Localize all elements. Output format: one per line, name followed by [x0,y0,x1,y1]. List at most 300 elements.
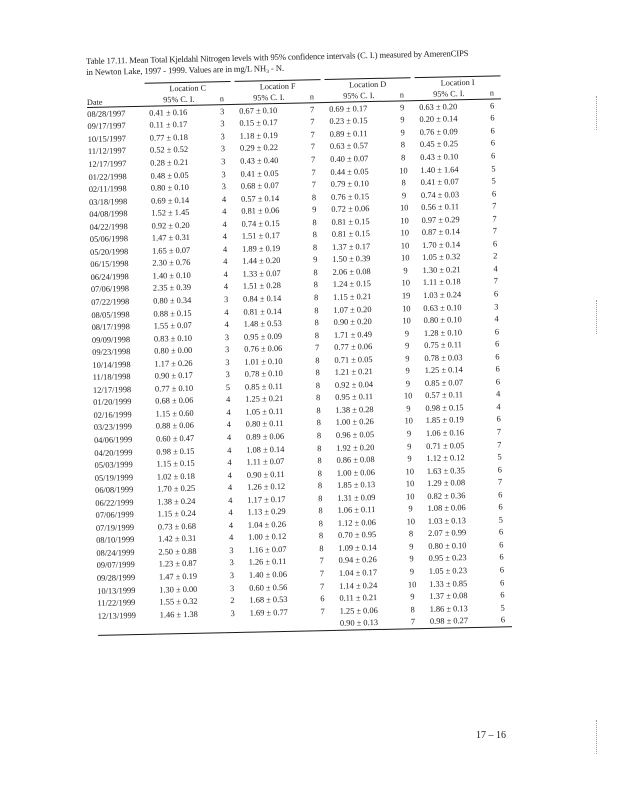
n-value-cell: 6 [493,289,499,299]
ci-value-cell: 1.86 ± 0.13 [429,603,468,614]
n-value-cell: 6 [495,364,500,374]
ci-value-cell: 0.71 ± 0.05 [426,440,465,451]
n-value-cell: 10 [399,165,408,175]
ci-value-cell: 0.11 ± 0.21 [339,593,378,603]
n-value-cell: 10 [402,303,411,313]
ci-value-cell: 1.63 ± 0.35 [426,465,465,476]
n-value-cell: 8 [317,481,323,491]
n-value-cell: 8 [318,493,323,503]
date-cell: 10/14/1998 [92,359,131,370]
ci-value-cell: 1.38 ± 0.28 [335,404,374,415]
ci-value-cell: 1.44 ± 0.20 [242,256,281,267]
n-value-cell: 6 [491,189,497,199]
ci-value-cell: 0.92 ± 0.04 [334,379,374,390]
n-value-cell: 9 [400,115,405,125]
ci-value-cell: 0.96 ± 0.05 [335,430,375,440]
n-value-cell: 9 [409,554,414,564]
n-value-cell: 9 [404,341,410,351]
n-value-cell: 4 [228,533,234,543]
ci-value-cell: 0.74 ± 0.03 [420,189,460,200]
n-value-cell: 6 [498,490,503,500]
location-c-header: Location C [145,81,231,94]
ci-value-cell: 1.26 ± 0.11 [248,557,287,568]
n-header: n [213,93,231,105]
n-value-cell: 8 [317,443,322,453]
ci-value-cell: 1.85 ± 0.13 [336,480,376,491]
date-cell: 06/22/1999 [95,497,134,508]
ci-value-cell: 2.30 ± 0.76 [152,258,191,268]
date-cell: 05/03/1999 [94,460,133,470]
ci-value-cell: 1.51 ± 0.17 [241,231,281,242]
ci-value-cell: 0.75 ± 0.11 [424,340,463,351]
n-value-cell: 3 [220,106,225,116]
ci-value-cell: 0.98 ± 0.15 [425,403,464,413]
date-cell: 01/22/1998 [88,171,127,182]
ci-value-cell: 1.15 ± 0.15 [156,458,195,469]
n-value-cell: 3 [225,370,230,380]
n-value-cell: 4 [228,520,234,530]
n-value-cell: 8 [316,393,321,403]
date-cell: 04/08/1998 [89,209,128,220]
n-value-cell: 4 [222,219,227,229]
ci-value-cell: 1.05 ± 0.23 [428,566,468,576]
caption-line-2: in Newton Lake, 1997 - 1999. Values are in mg/L NH₃ - N. [86,62,285,77]
n-value-cell: 6 [490,138,496,148]
n-value-cell: 6 [499,577,505,587]
page-number: 17 – 16 [476,730,506,741]
date-cell: 07/06/1999 [95,510,134,521]
ci-value-cell: 0.86 ± 0.08 [336,455,375,465]
n-value-cell: 7 [493,276,498,286]
n-value-cell: 6 [492,239,498,249]
n-value-cell: 9 [405,379,411,389]
ci-value-cell: 0.88 ± 0.15 [153,308,192,319]
date-cell: 02/11/1998 [88,184,127,195]
n-value-cell: 9 [403,266,408,276]
ci-value-cell: 2.06 ± 0.08 [332,266,371,277]
n-value-cell: 3 [223,295,229,305]
n-value-cell: 10 [407,579,417,589]
ci-value-cell: 0.81 ± 0.06 [241,206,280,216]
ci-value-cell: 1.31 ± 0.09 [337,492,376,503]
n-value-cell: 6 [489,101,495,111]
n-value-cell: 8 [318,506,323,516]
ci-value-cell: 0.81 ± 0.15 [331,229,370,240]
ci-value-cell: 0.45 ± 0.25 [419,139,459,150]
n-value-cell: 8 [314,305,319,315]
ci-value-cell: 1.15 ± 0.21 [333,292,372,302]
n-value-cell: 5 [491,176,496,186]
ci-value-cell: 2.07 ± 0.99 [427,528,467,539]
date-cell: 08/05/1998 [91,309,130,320]
n-value-cell: 4 [227,458,232,468]
date-cell: 09/23/1998 [92,347,131,358]
ci-value-cell: 1.70 ± 0.14 [421,239,461,250]
scan-edge-mark [596,720,598,754]
n-value-cell: 2 [493,251,498,261]
ci-value-cell: 0.81 ± 0.14 [243,306,282,317]
ci-value-cell: 1.68 ± 0.53 [249,594,288,605]
date-cell: 12/13/1999 [97,610,136,621]
n-value-cell: 9 [406,429,412,439]
ci-value-cell: 1.15 ± 0.24 [157,509,196,519]
n-value-cell: 10 [401,253,410,263]
ci-value-cell: 1.13 ± 0.29 [247,507,286,517]
ci-value-cell: 1.11 ± 0.18 [422,277,461,288]
date-cell: 08/10/1999 [96,535,135,546]
date-header: Date [87,95,141,108]
ci-value-cell: 0.82 ± 0.36 [427,490,466,501]
n-value-cell: 8 [317,468,322,478]
ci-value-cell: 1.69 ± 0.77 [249,607,288,618]
n-header: n [393,89,411,101]
n-value-cell: 3 [220,119,225,129]
ci-value-cell: 0.78 ± 0.03 [424,352,463,363]
location-i-header: Location I [415,76,501,89]
n-value-cell: 9 [400,128,405,138]
ci-value-cell: 0.90 ± 0.13 [336,616,404,630]
ci-value-cell: 0.29 ± 0.22 [239,143,279,154]
n-value-cell: 9 [404,328,410,338]
n-value-cell: 5 [491,163,496,174]
ci-value-cell: 0.41 ± 0.07 [420,177,459,188]
date-cell: 06/24/1998 [90,272,129,282]
ci-value-cell: 0.95 ± 0.11 [335,392,374,403]
n-value-cell: 4 [496,402,501,412]
ci-value-cell: 0.72 ± 0.06 [331,204,370,215]
ci-value-cell: 0.89 ± 0.06 [245,431,285,442]
n-value-cell: 9 [313,255,318,265]
n-value-cell: 8 [311,192,317,202]
date-cell: 07/22/1998 [91,297,130,307]
ci-value-cell: 1.11 ± 0.07 [246,457,285,467]
n-value-cell: 8 [313,280,319,290]
n-value-cell: 4 [224,320,229,330]
ci-header: 95% C. I. [235,91,303,104]
scan-edge-mark [596,96,598,130]
n-value-cell: 10 [400,241,410,251]
n-value-cell: 6 [490,151,496,161]
n-value-cell: 4 [224,307,229,317]
n-value-cell: 6 [499,552,504,562]
ci-value-cell: 1.29 ± 0.08 [426,478,466,489]
ci-value-cell: 0.20 ± 0.14 [419,114,458,125]
n-value-cell: 7 [309,104,315,115]
ci-value-cell: 1.25 ± 0.06 [339,605,378,616]
ci-value-cell: 1.37 ± 0.17 [331,241,371,252]
n-value-cell: 6 [494,339,500,349]
n-value-cell: 9 [409,542,414,552]
n-value-cell: 5 [498,515,503,525]
ci-value-cell: 0.44 ± 0.05 [330,166,369,177]
n-value-cell: 8 [318,531,324,541]
n-value-cell: 6 [497,465,502,475]
ci-value-cell: 0.88 ± 0.06 [155,421,194,432]
ci-value-cell: 1.04 ± 0.17 [338,568,378,578]
ci-value-cell: 0.80 ± 0.34 [153,295,192,306]
date-cell: 05/19/1999 [94,472,134,483]
n-value-cell: 7 [404,616,422,629]
ci-value-cell: 0.57 ± 0.11 [425,390,464,401]
date-cell: 07/06/1998 [90,284,130,295]
n-value-cell: 7 [319,569,325,579]
n-value-cell: 7 [311,167,316,177]
ci-value-cell: 0.78 ± 0.10 [244,369,283,379]
ci-value-cell: 2.35 ± 0.39 [152,283,192,294]
n-value-cell: 4 [221,194,227,204]
date-cell: 07/19/1999 [95,522,135,533]
n-value-cell: 4 [228,495,233,505]
n-value-cell: 6 [490,126,495,136]
date-cell: 04/20/1999 [94,447,133,458]
ci-value-cell: 0.92 ± 0.20 [151,220,190,231]
date-cell: 11/18/1998 [92,372,131,383]
n-value-cell: 4 [228,508,233,518]
ci-value-cell: 0.15 ± 0.17 [239,118,278,129]
ci-value-cell: 1.00 ± 0.12 [248,532,287,543]
date-cell: 12/17/1998 [92,384,132,395]
ci-value-cell: 0.80 ± 0.10 [150,182,189,193]
ci-value-cell: 1.23 ± 0.87 [158,559,197,570]
ci-value-cell: 1.00 ± 0.06 [336,467,375,478]
ci-value-cell: 1.52 ± 1.45 [151,208,190,218]
ci-value-cell: 0.69 ± 0.17 [329,103,368,114]
ci-value-cell: 0.60 ± 0.56 [249,582,288,593]
n-value-cell: 3 [224,345,230,355]
ci-value-cell: 0.77 ± 0.10 [154,383,194,394]
date-cell: 06/15/1998 [90,259,129,270]
n-value-cell: 8 [314,330,320,340]
ci-value-cell: 1.65 ± 0.07 [152,245,191,256]
n-value-cell: 8 [313,293,319,303]
ci-value-cell: 1.46 ± 1.38 [159,609,198,620]
ci-value-cell: 1.85 ± 0.19 [425,415,464,426]
ci-value-cell: 0.76 ± 0.09 [419,127,458,137]
ci-value-cell: 1.55 ± 0.07 [153,320,192,331]
n-value-cell: 4 [226,433,232,443]
scan-edge-mark [596,300,598,334]
ci-value-cell: 1.30 ± 0.00 [159,584,198,595]
ci-value-cell: 0.63 ± 0.57 [329,141,369,152]
ci-value-cell: 1.05 ± 0.11 [245,406,284,417]
n-value-cell: 9 [407,454,412,464]
n-value-cell: 6 [494,327,500,337]
n-value-cell: 4 [223,282,229,292]
ci-value-cell: 0.76 ± 0.06 [244,344,283,354]
ci-value-cell: 0.23 ± 0.15 [329,116,368,127]
n-value-cell: 3 [221,182,226,192]
ci-value-cell: 1.37 ± 0.08 [429,591,468,602]
ci-value-cell: 0.98 ± 0.15 [156,446,195,457]
ci-value-cell: 0.84 ± 0.14 [243,293,282,304]
n-value-cell: 8 [315,380,321,391]
n-value-cell: 9 [409,567,415,577]
n-value-cell: 8 [410,604,415,614]
n-value-cell: 3 [221,157,226,167]
ci-value-cell: 1.24 ± 0.15 [332,279,372,290]
ci-value-cell: 1.09 ± 0.14 [338,542,377,553]
ci-value-cell: 1.92 ± 0.20 [336,442,375,453]
date-cell: 01/20/1999 [93,397,132,408]
n-value-cell: 8 [319,544,324,554]
n-value-cell: 5 [497,452,502,462]
ci-value-cell: 1.06 ± 0.11 [337,505,376,516]
n-value-cell: 7 [310,117,315,127]
ci-value-cell: 0.60 ± 0.47 [155,433,195,444]
ci-value-cell: 0.67 ± 0.10 [239,105,278,116]
date-cell: 08/24/1999 [96,547,135,558]
ci-value-cell: 0.98 ± 0.27 [426,614,494,628]
ci-value-cell: 1.40 ± 0.10 [152,270,191,281]
n-value-cell: 3 [220,144,226,154]
date-cell: 05/20/1998 [90,246,129,257]
n-value-cell: 9 [399,103,405,113]
ci-value-cell: 1.25 ± 0.21 [245,394,284,405]
table-body [87,99,512,636]
ci-value-cell: 1.01 ± 0.10 [244,356,283,367]
n-value-cell: 6 [498,502,503,512]
ci-value-cell: 0.69 ± 0.14 [150,195,190,206]
n-value-cell: 10 [400,228,410,238]
ci-value-cell: 0.83 ± 0.10 [153,333,193,344]
n-value-cell: 3 [221,169,226,179]
date-cell: 03/18/1998 [88,196,128,207]
n-header: n [483,87,501,99]
ci-value-cell: 2.50 ± 0.88 [158,546,197,557]
n-value-cell: 8 [312,217,317,227]
ci-value-cell: 1.05 ± 0.32 [422,252,461,263]
date-cell: 08/28/1997 [87,108,126,119]
date-cell: 09/28/1999 [96,573,136,583]
n-value-cell: 3 [229,558,234,568]
n-value-cell: 4 [493,264,498,274]
n-value-cell: 3 [229,583,235,593]
ci-value-cell: 0.80 ± 0.00 [154,345,193,356]
ci-value-cell: 1.25 ± 0.14 [424,365,463,376]
ci-value-cell: 0.97 ± 0.29 [421,214,460,225]
n-value-cell: 10 [402,316,411,326]
ci-value-cell: 0.56 ± 0.11 [421,202,460,213]
ci-value-cell: 1.06 ± 0.16 [425,428,465,438]
ci-value-cell: 0.48 ± 0.05 [150,170,189,181]
ci-value-cell: 0.71 ± 0.05 [334,354,373,365]
ci-header: 95% C. I. [325,90,393,103]
date-cell: 11/12/1997 [87,146,126,157]
ci-value-cell: 1.15 ± 0.60 [155,408,194,419]
scanned-table-block [86,47,550,636]
ci-value-cell: 0.68 ± 0.07 [240,181,279,191]
ci-value-cell: 1.12 ± 0.06 [337,517,377,528]
n-value-cell: 10 [405,466,415,477]
ci-value-cell: 1.33 ± 0.07 [242,268,281,279]
ci-value-cell: 1.02 ± 0.18 [156,471,196,482]
n-value-cell: 6 [490,113,495,123]
n-value-cell: 3 [229,545,234,556]
ci-value-cell: 0.90 ± 0.17 [154,371,193,381]
ci-value-cell: 0.95 ± 0.23 [428,553,467,564]
n-value-cell: 6 [496,414,501,424]
ci-value-cell: 0.63 ± 0.10 [423,302,462,313]
n-value-cell: 7 [310,142,316,152]
n-value-cell: 4 [495,389,501,399]
n-value-cell: 6 [499,565,505,575]
ci-value-cell: 0.41 ± 0.05 [240,168,279,179]
n-value-cell: 10 [399,203,409,213]
ci-value-cell: 1.17 ± 0.17 [247,494,286,505]
ci-value-cell: 1.21 ± 0.21 [334,367,373,378]
date-cell: 10/15/1997 [87,134,126,144]
ci-value-cell: 1.28 ± 0.10 [423,327,463,338]
ci-value-cell: 1.42 ± 0.31 [158,534,197,544]
ci-value-cell: 0.77 ± 0.18 [149,132,188,143]
n-value-cell: 7 [311,180,316,190]
ci-value-cell: 0.94 ± 0.26 [338,555,377,566]
ci-value-cell: 0.57 ± 0.14 [240,193,280,204]
n-value-cell: 7 [320,606,325,616]
n-value-cell: 9 [401,190,407,201]
n-value-cell: 4 [226,395,231,405]
n-value-cell: 3 [224,332,230,342]
ci-value-cell: 0.80 ± 0.11 [245,419,284,430]
ci-value-cell: 0.63 ± 0.20 [419,102,458,112]
n-value-cell: 7 [492,214,497,224]
n-value-cell: 7 [319,581,325,591]
ci-value-cell: 0.43 ± 0.40 [240,155,279,166]
date-cell: 10/13/1999 [97,585,136,596]
n-value-cell: 8 [312,242,318,253]
ci-value-cell: 1.47 ± 0.31 [151,233,191,243]
n-value-cell: 4 [222,232,228,242]
ci-value-cell: 0.90 ± 0.11 [246,469,285,480]
ci-value-cell: 1.17 ± 0.26 [154,358,193,369]
ci-value-cell: 1.40 ± 1.64 [420,164,459,175]
n-value-cell: 6 [500,590,505,600]
n-value-cell [224,619,242,632]
date-cell: 03/23/1999 [93,422,133,433]
n-header: n [303,91,321,103]
ci-value-cell: 1.55 ± 0.32 [159,596,198,607]
ci-value-cell: 0.95 ± 0.09 [243,331,283,342]
ci-value-cell: 1.07 ± 0.20 [333,304,372,315]
n-value-cell: 8 [316,431,322,441]
n-value-cell: 9 [407,441,412,451]
n-value-cell: 8 [400,140,406,150]
n-value-cell: 7 [492,226,497,236]
n-value-cell: 4 [222,207,227,217]
ci-value-cell: 1.89 ± 0.19 [241,243,281,254]
ci-value-cell: 1.38 ± 0.24 [157,496,196,507]
ci-value-cell: 1.16 ± 0.07 [248,544,287,555]
ci-value-cell: 0.81 ± 0.15 [331,216,370,227]
n-value-cell: 8 [408,529,414,539]
ci-value-cell: 1.04 ± 0.26 [247,519,287,530]
date-cell: 04/06/1999 [93,435,133,445]
ci-value-cell: 0.68 ± 0.06 [155,396,194,406]
ci-value-cell: 1.30 ± 0.21 [422,265,461,275]
n-value-cell: 7 [496,427,502,437]
n-value-cell: 7 [314,343,320,353]
ci-value-cell: 1.26 ± 0.12 [246,482,286,492]
ci-value-cell: 1.12 ± 0.12 [426,453,465,464]
ci-value-cell: 0.87 ± 0.14 [421,227,460,238]
ci-value-cell: 1.14 ± 0.24 [339,580,378,591]
n-value-cell: 8 [317,456,322,466]
n-value-cell: 10 [406,517,416,527]
date-cell [98,621,152,635]
date-cell: 11/22/1999 [97,598,136,608]
ci-value-cell: 0.80 ± 0.10 [423,315,462,326]
n-value-cell: 9 [405,353,410,364]
